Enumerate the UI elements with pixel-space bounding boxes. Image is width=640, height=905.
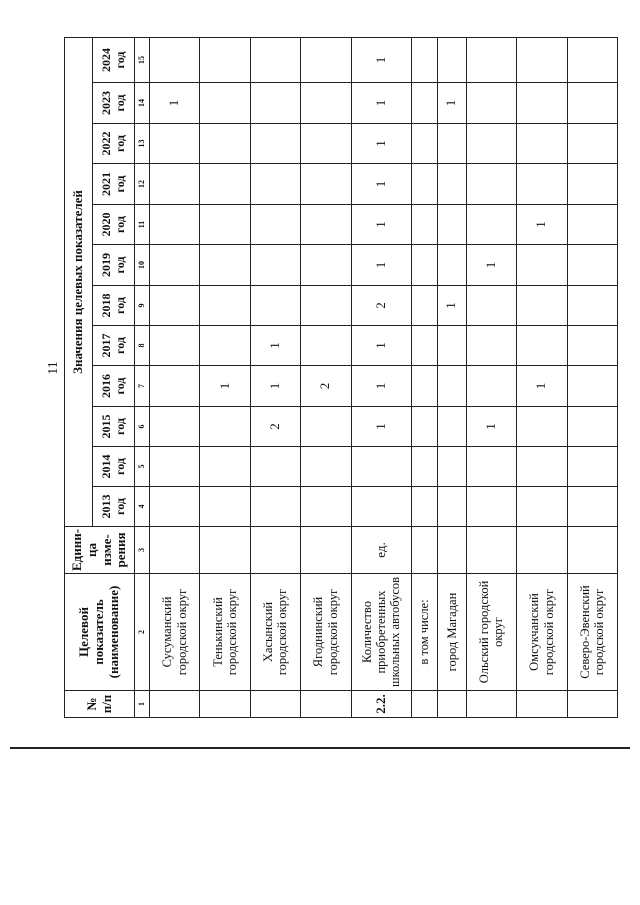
table-row <box>517 37 567 717</box>
row-unit <box>301 527 351 574</box>
header-year: 2019 год <box>93 245 135 286</box>
row-value <box>301 124 351 164</box>
row-value <box>567 326 617 366</box>
row-value <box>567 366 617 407</box>
row-value: 1 <box>200 366 250 407</box>
row-value <box>567 37 617 82</box>
row-value <box>301 286 351 326</box>
row-value: 1 <box>351 407 411 447</box>
row-number <box>517 691 567 718</box>
row-value <box>517 83 567 124</box>
row-value: 1 <box>150 83 200 124</box>
column-number: 11 <box>135 205 150 245</box>
column-number: 9 <box>135 286 150 326</box>
row-value <box>466 286 516 326</box>
column-number: 14 <box>135 83 150 124</box>
row-value <box>250 83 300 124</box>
table-row <box>351 37 411 717</box>
row-value <box>351 487 411 527</box>
rotated-table-container <box>64 38 618 718</box>
header-values: Значения целевых показателей <box>65 37 93 526</box>
horizontal-rule <box>10 747 630 749</box>
row-value <box>411 164 437 205</box>
row-value <box>150 366 200 407</box>
column-number: 2 <box>135 574 150 691</box>
row-value <box>567 124 617 164</box>
row-value <box>150 326 200 366</box>
row-value <box>437 487 466 527</box>
header-year: 2022 год <box>93 124 135 164</box>
row-value <box>250 286 300 326</box>
table-row <box>437 37 466 717</box>
row-value: 1 <box>351 124 411 164</box>
column-number: 6 <box>135 407 150 447</box>
row-value <box>150 447 200 487</box>
column-number: 1 <box>135 691 150 718</box>
row-value <box>411 245 437 286</box>
row-value <box>517 164 567 205</box>
row-value <box>301 407 351 447</box>
row-value <box>250 205 300 245</box>
row-value: 1 <box>250 366 300 407</box>
table-row <box>466 37 516 717</box>
row-value <box>567 286 617 326</box>
row-value <box>150 407 200 447</box>
row-value <box>150 37 200 82</box>
row-value <box>411 407 437 447</box>
row-value <box>250 447 300 487</box>
row-value <box>437 326 466 366</box>
header-year: 2021 год <box>93 164 135 205</box>
column-number: 3 <box>135 527 150 574</box>
row-value <box>437 164 466 205</box>
header-year: 2018 год <box>93 286 135 326</box>
row-name: Северо-Эвенский городской округ <box>567 574 617 691</box>
row-value <box>517 37 567 82</box>
table-row <box>150 37 200 717</box>
row-value <box>466 487 516 527</box>
row-value <box>567 407 617 447</box>
column-number: 5 <box>135 447 150 487</box>
header-name: Целевой показатель (наименование) <box>65 574 135 691</box>
row-unit <box>200 527 250 574</box>
row-value <box>411 447 437 487</box>
header-year: 2015 год <box>93 407 135 447</box>
row-value <box>567 83 617 124</box>
column-number: 7 <box>135 366 150 407</box>
row-value <box>411 205 437 245</box>
row-value <box>150 164 200 205</box>
row-number <box>250 691 300 718</box>
header-year: 2020 год <box>93 205 135 245</box>
row-value <box>150 205 200 245</box>
row-value <box>466 205 516 245</box>
row-name: Ольский городской округ <box>466 574 516 691</box>
row-unit: ед. <box>351 527 411 574</box>
row-value <box>466 164 516 205</box>
column-number: 13 <box>135 124 150 164</box>
row-value <box>517 245 567 286</box>
row-value <box>250 37 300 82</box>
row-value <box>517 447 567 487</box>
row-value <box>150 487 200 527</box>
row-unit <box>411 527 437 574</box>
row-value <box>250 245 300 286</box>
column-number: 12 <box>135 164 150 205</box>
row-value <box>411 286 437 326</box>
row-number <box>411 691 437 718</box>
row-name: Омсукчанский городской округ <box>517 574 567 691</box>
row-value <box>301 245 351 286</box>
row-name: город Магадан <box>437 574 466 691</box>
row-value <box>301 37 351 82</box>
row-value <box>517 326 567 366</box>
row-name: Ягоднинский городской округ <box>301 574 351 691</box>
row-value: 1 <box>351 366 411 407</box>
row-value <box>150 124 200 164</box>
row-value <box>567 447 617 487</box>
row-value <box>200 37 250 82</box>
table-row <box>200 37 250 717</box>
row-value: 1 <box>437 286 466 326</box>
row-value <box>200 83 250 124</box>
header-year: 2024 год <box>93 37 135 82</box>
row-value <box>250 164 300 205</box>
header-year: 2017 год <box>93 326 135 366</box>
row-value <box>250 487 300 527</box>
row-value: 1 <box>437 83 466 124</box>
row-value <box>351 447 411 487</box>
header-num: № п/п <box>65 691 135 718</box>
header-unit: Едини-ца изме-рения <box>65 527 135 574</box>
row-value: 1 <box>466 245 516 286</box>
row-number: 2.2. <box>351 691 411 718</box>
header-year: 2016 год <box>93 366 135 407</box>
row-number <box>466 691 516 718</box>
row-value <box>567 487 617 527</box>
row-number <box>301 691 351 718</box>
row-value <box>301 83 351 124</box>
row-value <box>200 326 250 366</box>
row-unit <box>250 527 300 574</box>
row-value <box>200 245 250 286</box>
row-value <box>301 487 351 527</box>
row-value <box>301 447 351 487</box>
row-value: 1 <box>351 83 411 124</box>
row-value <box>437 366 466 407</box>
row-value: 1 <box>250 326 300 366</box>
row-value <box>466 366 516 407</box>
row-value <box>301 326 351 366</box>
row-value <box>567 164 617 205</box>
row-value <box>150 286 200 326</box>
row-value <box>437 37 466 82</box>
row-value <box>301 205 351 245</box>
row-value <box>466 326 516 366</box>
row-number <box>200 691 250 718</box>
row-value: 1 <box>351 205 411 245</box>
column-number: 10 <box>135 245 150 286</box>
row-value <box>466 83 516 124</box>
header-year: 2013 год <box>93 487 135 527</box>
row-unit <box>150 527 200 574</box>
row-value <box>200 124 250 164</box>
table-row <box>567 37 617 717</box>
row-name: Количество приобретенных школьных автобусов <box>351 574 411 691</box>
row-value <box>567 205 617 245</box>
row-value: 1 <box>351 164 411 205</box>
row-value <box>517 286 567 326</box>
row-value <box>466 447 516 487</box>
row-value <box>517 124 567 164</box>
header-year: 2014 год <box>93 447 135 487</box>
row-value <box>200 407 250 447</box>
row-value <box>411 124 437 164</box>
row-value <box>411 366 437 407</box>
row-number <box>437 691 466 718</box>
row-name: Сусуманский городской округ <box>150 574 200 691</box>
row-value <box>150 245 200 286</box>
column-number: 15 <box>135 37 150 82</box>
row-name: в том числе: <box>411 574 437 691</box>
row-value <box>466 124 516 164</box>
column-number: 4 <box>135 487 150 527</box>
row-value: 1 <box>351 245 411 286</box>
row-value <box>437 447 466 487</box>
row-value <box>250 124 300 164</box>
row-value <box>517 407 567 447</box>
row-value <box>200 286 250 326</box>
row-value <box>437 245 466 286</box>
row-number <box>150 691 200 718</box>
row-unit <box>437 527 466 574</box>
row-value <box>200 487 250 527</box>
table-row <box>250 37 300 717</box>
row-value <box>567 245 617 286</box>
row-value: 1 <box>517 366 567 407</box>
row-value <box>200 447 250 487</box>
row-unit <box>517 527 567 574</box>
row-value <box>200 205 250 245</box>
row-value <box>517 487 567 527</box>
row-value <box>411 326 437 366</box>
row-name: Хасынский городской округ <box>250 574 300 691</box>
row-name: Тенькинский городской округ <box>200 574 250 691</box>
column-number: 8 <box>135 326 150 366</box>
row-value <box>301 164 351 205</box>
header-year: 2023 год <box>93 83 135 124</box>
row-value <box>200 164 250 205</box>
row-number <box>567 691 617 718</box>
row-unit <box>567 527 617 574</box>
row-value: 1 <box>351 326 411 366</box>
indicators-table <box>64 37 618 718</box>
page-number: 11 <box>46 361 61 375</box>
row-value <box>437 407 466 447</box>
row-value <box>466 37 516 82</box>
row-value <box>437 124 466 164</box>
row-value <box>411 37 437 82</box>
row-value <box>411 83 437 124</box>
table-row <box>411 37 437 717</box>
row-unit <box>466 527 516 574</box>
row-value: 2 <box>301 366 351 407</box>
row-value: 2 <box>250 407 300 447</box>
table-row <box>301 37 351 717</box>
row-value: 2 <box>351 286 411 326</box>
row-value: 1 <box>351 37 411 82</box>
row-value <box>411 487 437 527</box>
row-value <box>437 205 466 245</box>
row-value: 1 <box>517 205 567 245</box>
row-value: 1 <box>466 407 516 447</box>
